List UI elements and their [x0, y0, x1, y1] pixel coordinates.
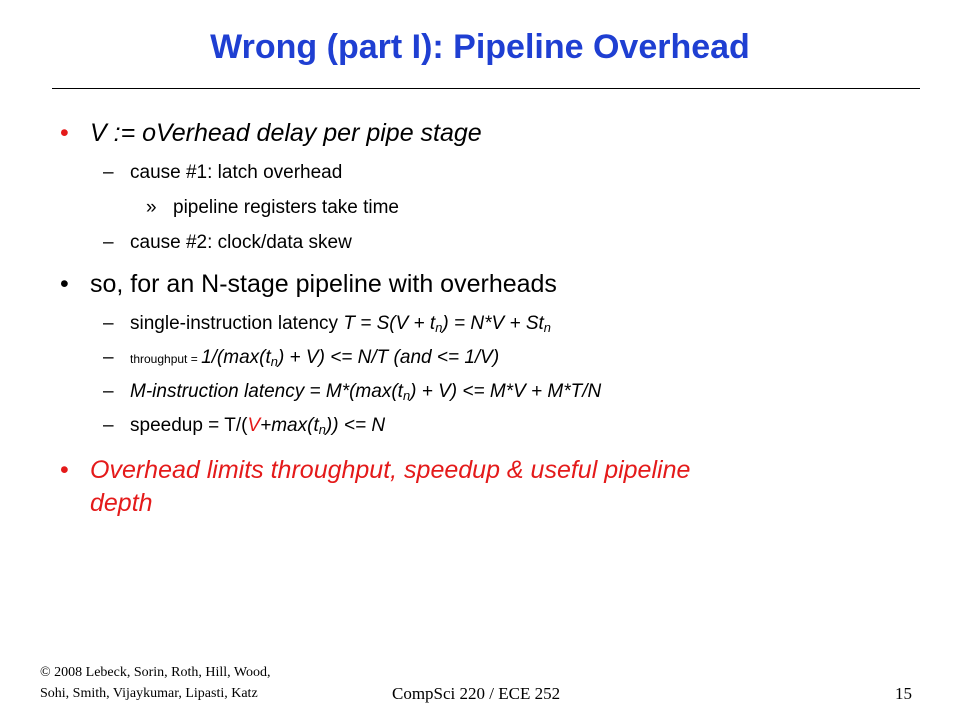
latency-formula: single-instruction latency $T = S(V + t_n) = N*V + St_n$ — [130, 313, 551, 335]
bullet-2-text: so, for an N-stage pipeline with overheads — [90, 270, 557, 298]
page-number: 15 — [895, 684, 912, 703]
dash-marker: – — [103, 232, 114, 253]
title-divider — [52, 88, 920, 89]
copyright-line-2: Sohi, Smith, Vijaykumar, Lipasti, Katz — [40, 686, 258, 701]
bullet-1-text: V := oVerhead delay per pipe stage — [90, 119, 482, 147]
dash-marker: – — [103, 347, 114, 368]
chevron-marker: » — [146, 197, 157, 218]
speedup-formula: speedup = $T/(V+\max(t_n)) <= N$ — [130, 415, 386, 437]
dash-marker: – — [103, 381, 114, 402]
copyright-line-1: © 2008 Lebeck, Sorin, Roth, Hill, Wood, — [40, 665, 271, 680]
course-label: CompSci 220 / ECE 252 — [392, 684, 561, 703]
bullet-marker: • — [60, 270, 69, 298]
throughput-formula: throughput = $1/(\max(t_n) + V) <= N/T$ (and <= 1/V) — [130, 347, 500, 369]
sub-bullet-text: cause #1: latch overhead — [130, 162, 343, 183]
dash-marker: – — [103, 162, 114, 183]
copyright-notice — [40, 662, 271, 704]
m-instruction-formula: M-instruction latency = $M*(\max(t_n) + V) <= M*V + M*T/N$ — [130, 381, 602, 403]
bullet-marker: • — [60, 119, 69, 147]
sub-bullet-text: cause #2: clock/data skew — [130, 232, 352, 253]
slide-title: Wrong (part I): Pipeline Overhead — [210, 28, 750, 66]
sub-sub-bullet-text: pipeline registers take time — [173, 197, 399, 218]
dash-marker: – — [103, 313, 114, 334]
dash-marker: – — [103, 415, 114, 436]
bullet-3-line-1: Overhead limits throughput, speedup & useful pipeline — [90, 456, 691, 484]
bullet-marker: • — [60, 456, 69, 484]
bullet-3-line-2: depth — [90, 489, 153, 517]
